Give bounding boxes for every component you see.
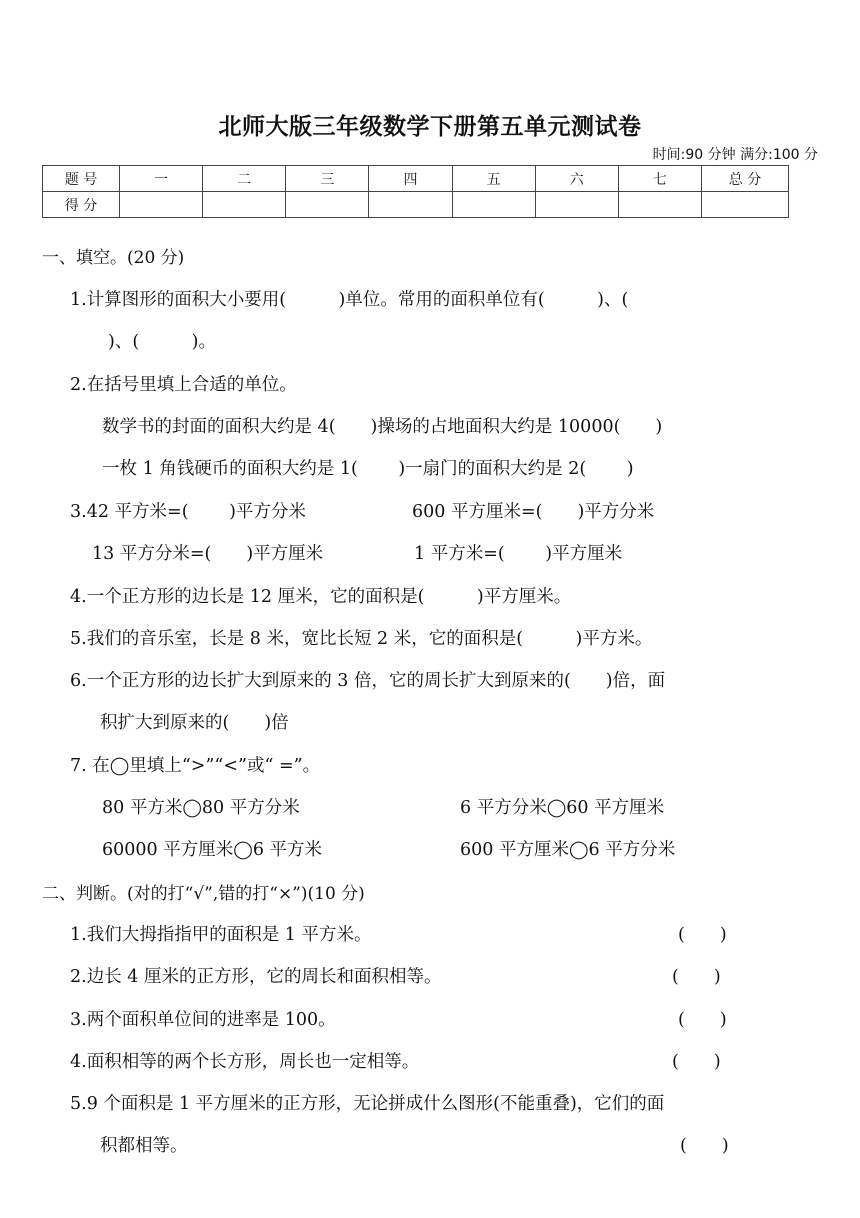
answer-bracket[interactable]: ( ) — [678, 1010, 727, 1030]
question-line: 2.在括号里填上合适的单位。 — [70, 375, 297, 395]
judge-item: 5.9 个面积是 1 平方厘米的正方形，无论拼成什么图形(不能重叠)，它们的面 — [70, 1094, 665, 1114]
header-cell: 六 — [535, 166, 618, 192]
score-cell[interactable] — [203, 192, 286, 218]
header-cell: 总 分 — [702, 166, 789, 192]
compare-item: 600 平方厘米◯6 平方分米 — [460, 840, 676, 860]
question-line: 5.我们的音乐室，长是 8 米，宽比长短 2 米，它的面积是( )平方米。 — [70, 629, 653, 649]
answer-bracket[interactable]: ( ) — [680, 1136, 729, 1156]
question-line: 数学书的封面的面积大约是 4( )操场的占地面积大约是 10000( ) — [102, 417, 663, 437]
score-cell[interactable] — [120, 192, 203, 218]
score-table-score-row — [43, 192, 789, 218]
question-line: 一枚 1 角钱硬币的面积大约是 1( )一扇门的面积大约是 2( ) — [102, 459, 634, 479]
judge-item: 3.两个面积单位间的进率是 100。 — [70, 1010, 336, 1030]
section-heading-fill-blank: 一、填空。(20 分) — [42, 248, 185, 268]
compare-item: 6 平方分米◯60 平方厘米 — [460, 798, 665, 818]
question-line: 1.计算图形的面积大小要用( )单位。常用的面积单位有( )、( — [70, 290, 629, 310]
row-label: 得 分 — [43, 192, 120, 218]
answer-bracket[interactable]: ( ) — [672, 1052, 721, 1072]
question-line: 6.一个正方形的边长扩大到原来的 3 倍，它的周长扩大到原来的( )倍，面 — [70, 671, 666, 691]
compare-item: 80 平方米◯80 平方分米 — [102, 798, 300, 818]
question-line: 4.一个正方形的边长是 12 厘米，它的面积是( )平方厘米。 — [70, 587, 572, 607]
header-cell: 五 — [452, 166, 535, 192]
section-heading-true-false: 二、判断。(对的打“√”,错的打“×”)(10 分) — [42, 884, 365, 904]
score-table — [42, 165, 789, 218]
question-line: )、( )。 — [108, 332, 216, 352]
question-line: 600 平方厘米=( )平方分米 — [412, 502, 655, 522]
question-line: 积扩大到原来的( )倍 — [100, 713, 289, 733]
header-cell: 七 — [618, 166, 701, 192]
question-line: 1 平方米=( )平方厘米 — [414, 544, 623, 564]
header-cell: 题 号 — [43, 166, 120, 192]
score-table-header-row — [43, 166, 789, 192]
score-cell[interactable] — [286, 192, 369, 218]
score-cell[interactable] — [369, 192, 452, 218]
judge-item: 1.我们大拇指指甲的面积是 1 平方米。 — [70, 925, 372, 945]
score-cell[interactable] — [535, 192, 618, 218]
page-title: 北师大版三年级数学下册第五单元测试卷 — [218, 114, 642, 140]
question-line: 7. 在◯里填上“>”“<”或“ =”。 — [70, 756, 321, 776]
judge-item: 4.面积相等的两个长方形，周长也一定相等。 — [70, 1052, 420, 1072]
score-cell[interactable] — [452, 192, 535, 218]
judge-item: 2.边长 4 厘米的正方形，它的周长和面积相等。 — [70, 967, 442, 987]
header-cell: 三 — [286, 166, 369, 192]
question-line: 3.42 平方米=( )平方分米 — [70, 502, 306, 522]
answer-bracket[interactable]: ( ) — [678, 925, 727, 945]
score-cell[interactable] — [702, 192, 789, 218]
header-cell: 一 — [120, 166, 203, 192]
question-line: 13 平方分米=( )平方厘米 — [92, 544, 324, 564]
judge-item: 积都相等。 — [100, 1136, 188, 1156]
answer-bracket[interactable]: ( ) — [672, 967, 721, 987]
header-cell: 四 — [369, 166, 452, 192]
score-cell[interactable] — [618, 192, 701, 218]
exam-meta: 时间:90 分钟 满分:100 分 — [652, 147, 818, 163]
compare-item: 60000 平方厘米◯6 平方米 — [102, 840, 323, 860]
header-cell: 二 — [203, 166, 286, 192]
